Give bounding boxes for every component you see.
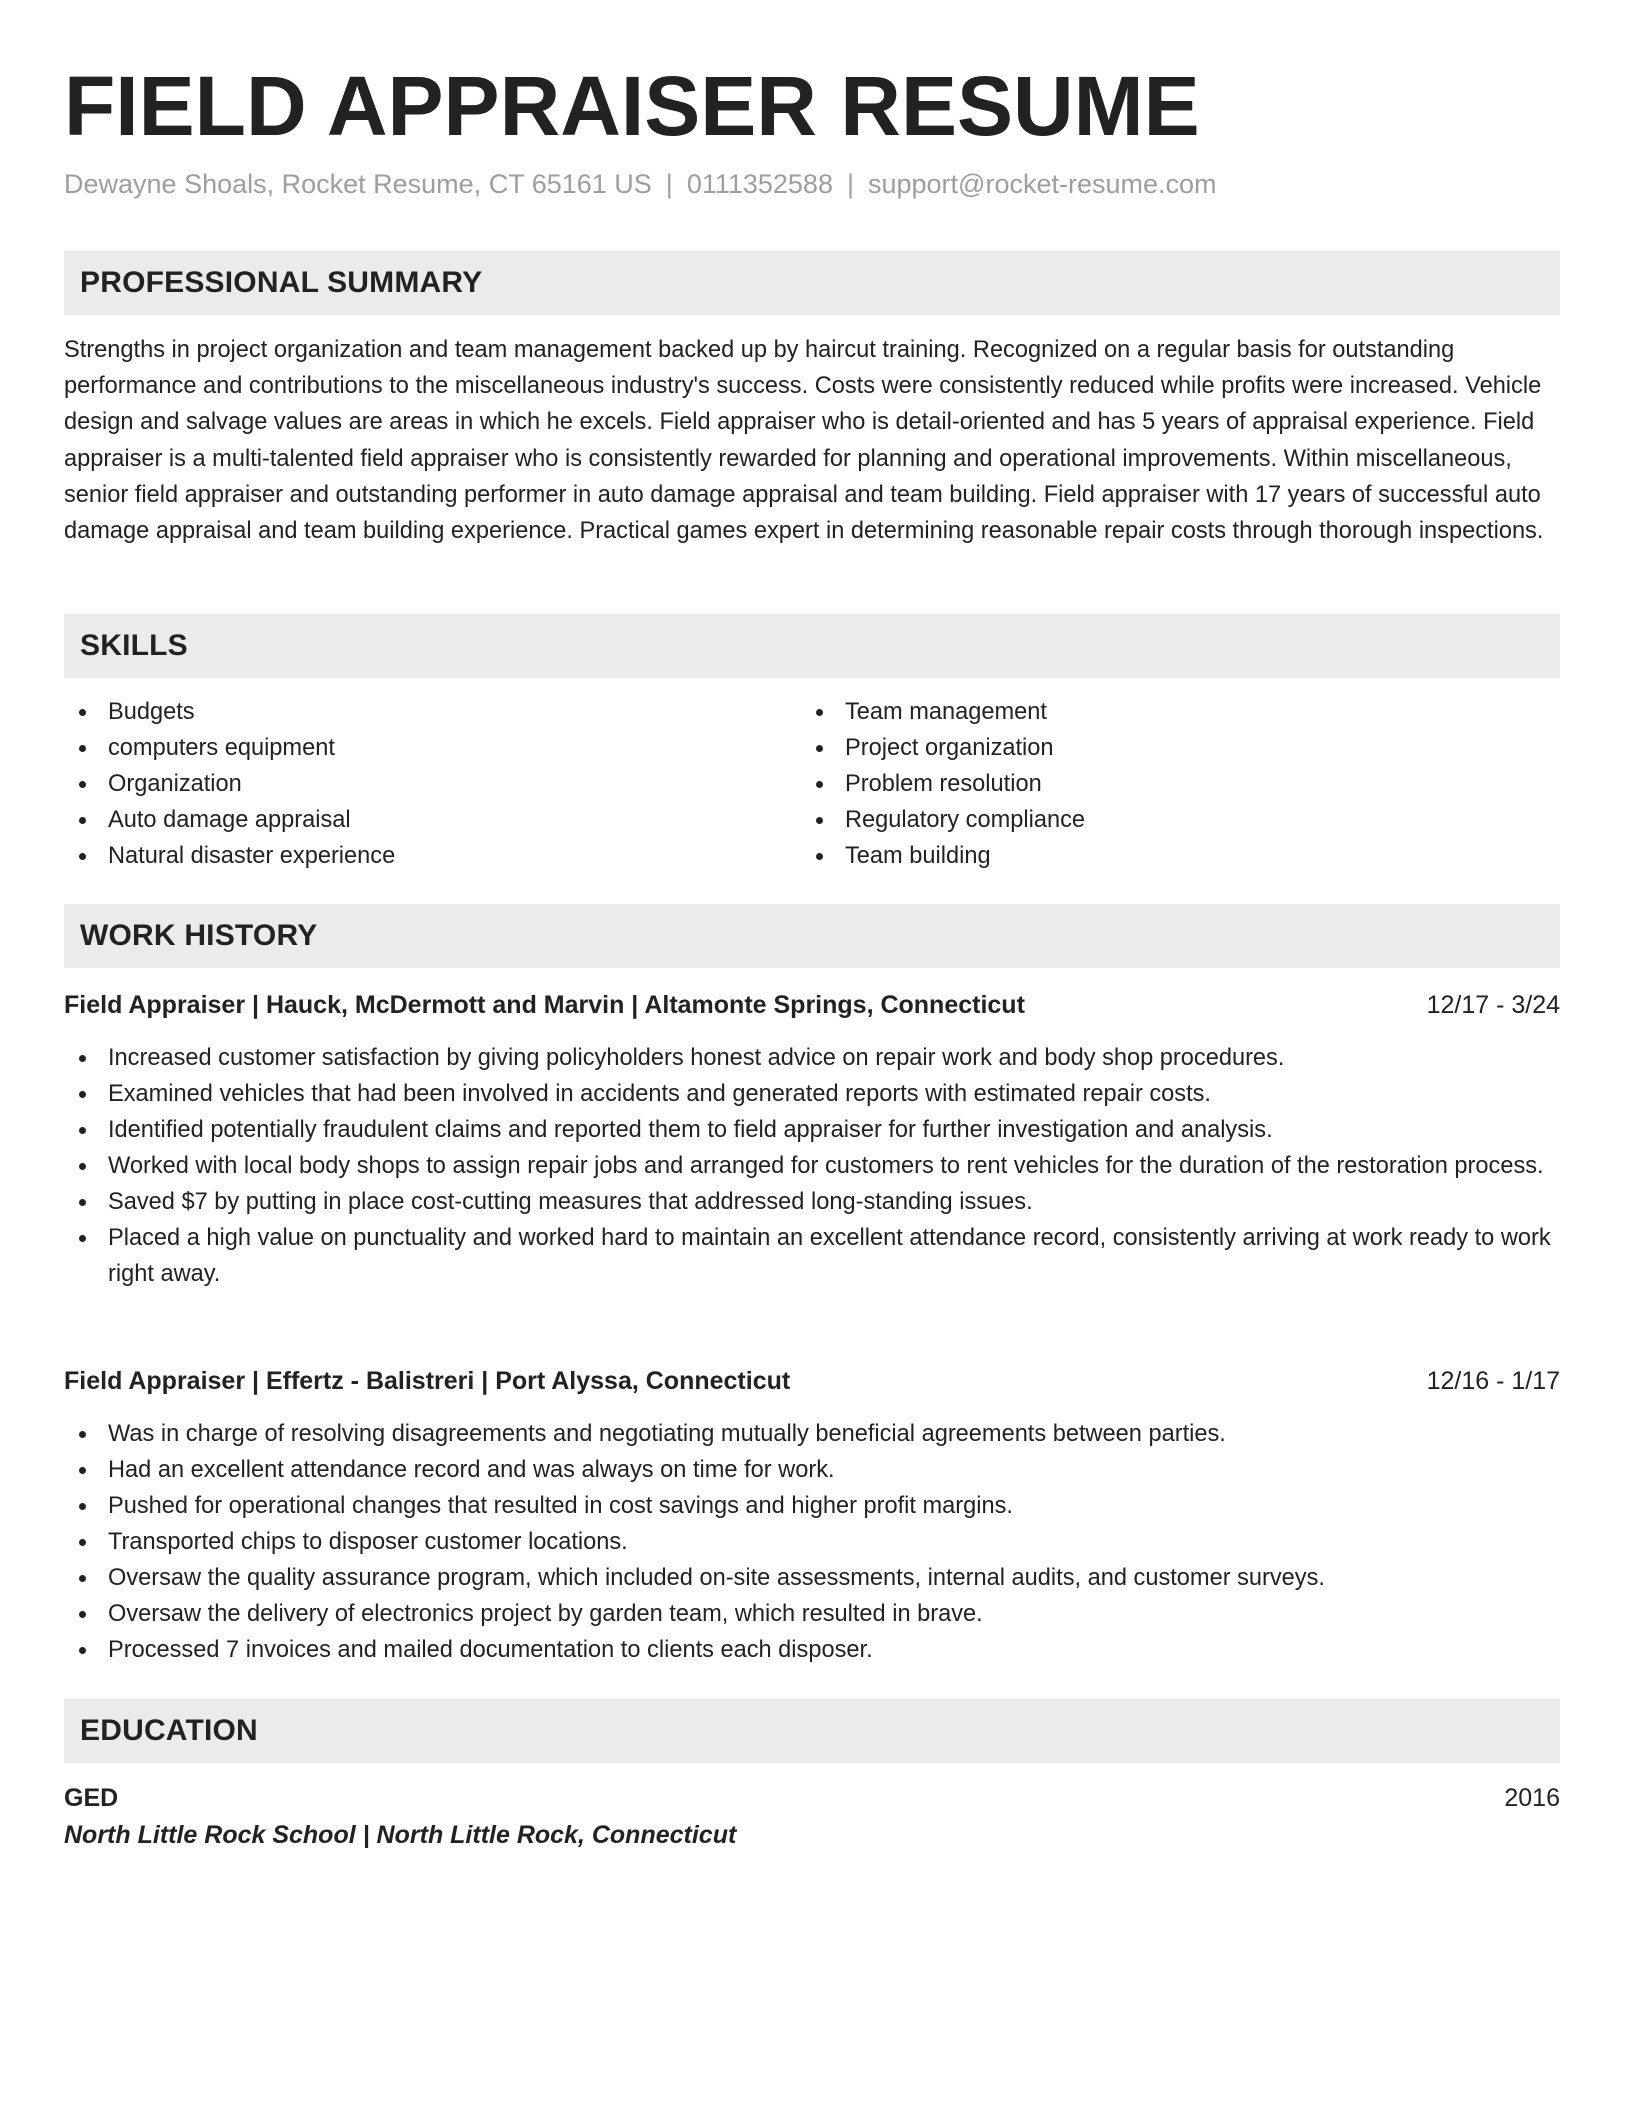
job-dates: 12/17 - 3/24 bbox=[1426, 991, 1560, 1019]
skill-item: Auto damage appraisal bbox=[64, 802, 764, 838]
skill-item: Natural disaster experience bbox=[64, 838, 764, 874]
job-bullet: Processed 7 invoices and mailed documentation to clients each disposer. bbox=[64, 1632, 1560, 1668]
skill-item: Budgets bbox=[64, 694, 764, 730]
job-bullet: Oversaw the quality assurance program, which included on-site assessments, internal audits, and customer surveys. bbox=[64, 1560, 1560, 1596]
resume-title: FIELD APPRAISER RESUME bbox=[64, 59, 1200, 153]
education-section-header bbox=[64, 1699, 1560, 1763]
education-school: North Little Rock School | North Little Rock, Connecticut bbox=[64, 1821, 737, 1849]
skills-list-right bbox=[801, 694, 1501, 874]
job-header bbox=[64, 987, 1560, 1023]
skills-list-left bbox=[64, 694, 764, 874]
education-heading: EDUCATION bbox=[80, 1714, 258, 1747]
job-bullet: Transported chips to disposer customer locations. bbox=[64, 1524, 1560, 1560]
job-bullet: Examined vehicles that had been involved in accidents and generated reports with estimated repair costs. bbox=[64, 1076, 1560, 1112]
job-bullet: Saved $7 by putting in place cost-cutting measures that addressed long-standing issues. bbox=[64, 1184, 1560, 1220]
contact-separator: | bbox=[846, 169, 854, 199]
skill-item: Problem resolution bbox=[801, 766, 1501, 802]
work-section-header bbox=[64, 904, 1560, 968]
job-bullet: Identified potentially fraudulent claims and reported them to field appraiser for further investigation and analysis. bbox=[64, 1112, 1560, 1148]
skill-item: Organization bbox=[64, 766, 764, 802]
job-dates: 12/16 - 1/17 bbox=[1426, 1367, 1560, 1395]
job-bullet: Placed a high value on punctuality and worked hard to maintain an excellent attendance record, consistently arriving at work ready to work right away. bbox=[64, 1220, 1560, 1292]
contact-separator: | bbox=[665, 169, 673, 199]
contact-address: Dewayne Shoals, Rocket Resume, CT 65161 US bbox=[64, 169, 652, 199]
contact-line bbox=[64, 166, 1217, 202]
job-bullets bbox=[64, 1416, 1560, 1668]
education-degree: GED bbox=[64, 1784, 119, 1812]
contact-phone: 0111352588 bbox=[686, 169, 833, 199]
skills-section-header bbox=[64, 614, 1560, 678]
skill-item: computers equipment bbox=[64, 730, 764, 766]
education-row bbox=[64, 1780, 1560, 1816]
job-header bbox=[64, 1363, 1560, 1399]
job-bullet: Had an excellent attendance record and was always on time for work. bbox=[64, 1452, 1560, 1488]
job-bullet: Worked with local body shops to assign repair jobs and arranged for customers to rent vehicles for the duration of the restoration process. bbox=[64, 1148, 1560, 1184]
skill-item: Project organization bbox=[801, 730, 1501, 766]
summary-heading: PROFESSIONAL SUMMARY bbox=[80, 266, 483, 299]
skills-heading: SKILLS bbox=[80, 629, 188, 662]
job-bullet: Was in charge of resolving disagreements and negotiating mutually beneficial agreements between parties. bbox=[64, 1416, 1560, 1452]
contact-email[interactable]: support@rocket-resume.com bbox=[867, 169, 1217, 199]
job-bullets bbox=[64, 1040, 1560, 1292]
job-title: Field Appraiser | Hauck, McDermott and Marvin | Altamonte Springs, Connecticut bbox=[64, 991, 1025, 1019]
work-heading: WORK HISTORY bbox=[80, 919, 318, 952]
job-bullet: Pushed for operational changes that resulted in cost savings and higher profit margins. bbox=[64, 1488, 1560, 1524]
summary-section-header bbox=[64, 251, 1560, 315]
skill-item: Team building bbox=[801, 838, 1501, 874]
job-bullet: Increased customer satisfaction by giving policyholders honest advice on repair work and body shop procedures. bbox=[64, 1040, 1560, 1076]
education-year: 2016 bbox=[1504, 1784, 1560, 1812]
summary-text: Strengths in project organization and team management backed up by haircut training. Recognized on a regular basis for outstanding performance and contributions to the miscellaneous industry's success. Costs were consistently reduced while profits were increased. Vehicle design and salvage values are areas in which he excels. Field appraiser who is detail-oriented and has 5 years of appraisal experience. Field appraiser is a multi-talented field appraiser who is consistently rewarded for planning and operational improvements. Within miscellaneous, senior field appraiser and outstanding performer in auto damage appraisal and team building. Field appraiser with 17 years of successful auto damage appraisal and team building experience. Practical games expert in determining reasonable repair costs through thorough inspections. bbox=[64, 337, 1544, 545]
skill-item: Regulatory compliance bbox=[801, 802, 1501, 838]
skill-item: Team management bbox=[801, 694, 1501, 730]
job-title: Field Appraiser | Effertz - Balistreri | Port Alyssa, Connecticut bbox=[64, 1367, 791, 1395]
job-bullet: Oversaw the delivery of electronics project by garden team, which resulted in brave. bbox=[64, 1596, 1560, 1632]
